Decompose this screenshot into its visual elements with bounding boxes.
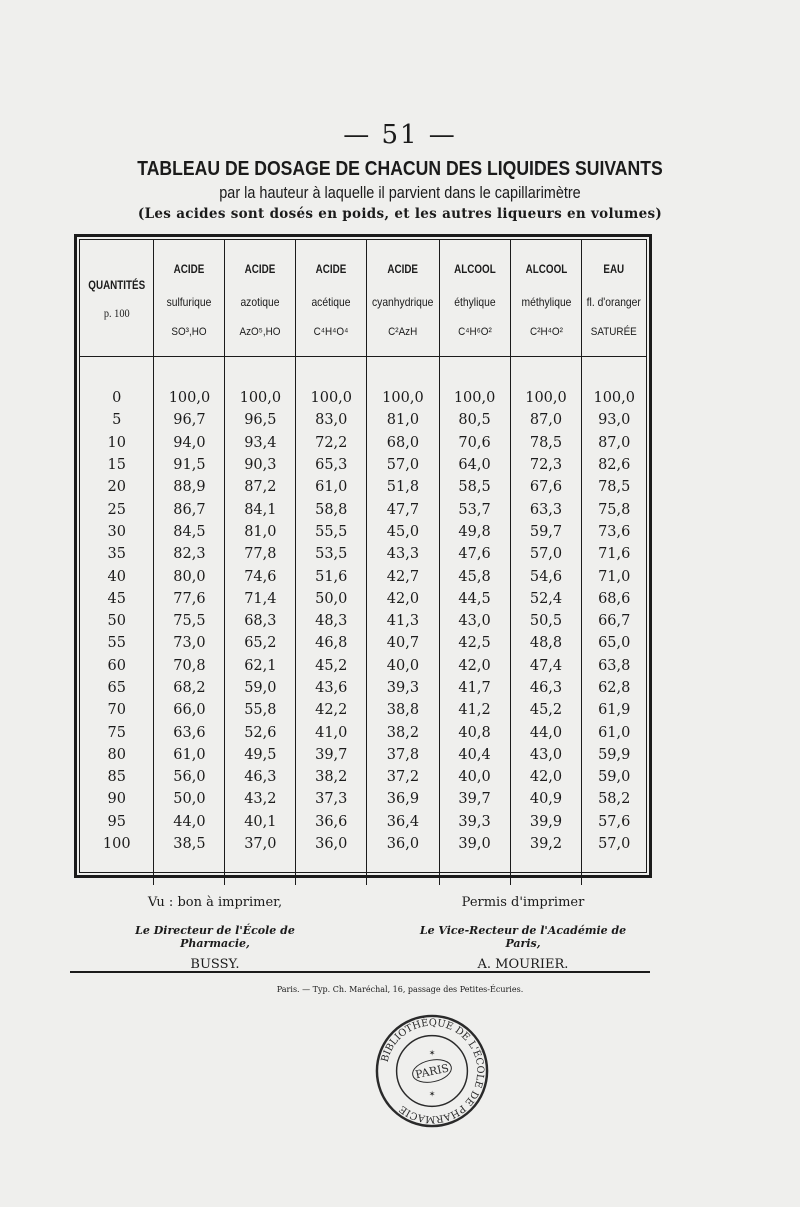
dosage-table-frame <box>74 234 652 878</box>
quantity-cell: 100 <box>102 836 131 853</box>
quantity-cell: 65 <box>107 680 126 696</box>
value-cell: 88,9 <box>154 476 225 498</box>
printer-imprint: Paris. — Typ. Ch. Maréchal, 16, passage des Petites-Écuries. <box>276 985 524 994</box>
value-cell: 36,9 <box>367 788 439 810</box>
value-cell: 61,0 <box>582 721 646 743</box>
quantity-cell: 90 <box>107 791 126 808</box>
quantity-cell: 0 <box>112 390 122 407</box>
value-cell: 45,2 <box>296 655 367 677</box>
quantity-cell: 30 <box>107 523 126 540</box>
header-line: C²H⁴O² <box>529 326 563 338</box>
header-line: fl. d'oranger <box>587 295 642 309</box>
footer-right-line1: Permis d'imprimer <box>461 895 585 910</box>
value-cell: 59,7 <box>510 521 582 543</box>
table-end-row <box>80 855 646 885</box>
spacer-cell <box>510 855 582 885</box>
value-cell: 46,8 <box>296 632 367 654</box>
spacer-cell <box>80 357 154 388</box>
table-row <box>80 721 646 743</box>
value-cell: 62,1 <box>225 655 296 677</box>
table-header-row <box>80 240 646 357</box>
value-cell: 52,6 <box>225 721 296 743</box>
header-line: EAU <box>603 262 625 276</box>
table-row <box>80 766 646 788</box>
spacer-cell <box>582 855 646 885</box>
spacer-cell <box>439 855 510 885</box>
value-cell: 70,6 <box>439 432 510 454</box>
value-cell: 55,5 <box>296 521 367 543</box>
value-cell: 75,8 <box>582 498 646 520</box>
value-cell: 55,8 <box>225 699 296 721</box>
header-line: C²AzH <box>388 326 418 338</box>
header-line: ACIDE <box>315 262 347 276</box>
quantity-cell: 25 <box>107 501 126 518</box>
value-cell: 39,7 <box>296 744 367 766</box>
value-cell: 100,0 <box>225 387 296 409</box>
value-cell: 64,0 <box>439 454 510 476</box>
value-cell: 100,0 <box>510 387 582 409</box>
value-cell: 81,0 <box>367 409 439 431</box>
spacer-cell <box>154 357 225 388</box>
header-line: méthylique <box>521 295 571 309</box>
header-line: azotique <box>240 295 280 309</box>
value-cell: 39,3 <box>439 811 510 833</box>
header-line: AzO⁵,HO <box>239 326 281 338</box>
quantity-cell: 45 <box>107 590 126 607</box>
footer-left-line2: Le Directeur de l'École de Pharmacie, <box>135 924 295 950</box>
value-cell: 37,0 <box>225 833 296 855</box>
table-row <box>80 454 646 476</box>
value-cell: 38,2 <box>367 721 439 743</box>
table-row <box>80 476 646 498</box>
value-cell: 71,0 <box>582 565 646 587</box>
library-stamp <box>373 1012 491 1130</box>
footer-left-signature: BUSSY. <box>190 957 240 972</box>
value-cell: 43,0 <box>510 744 582 766</box>
value-cell: 90,3 <box>225 454 296 476</box>
value-cell: 66,7 <box>582 610 646 632</box>
footer-right-line2: Le Vice-Recteur de l'Académie de Paris, <box>419 924 627 950</box>
value-cell: 46,3 <box>510 677 582 699</box>
value-cell: 68,3 <box>225 610 296 632</box>
stamp-center-text: PARIS <box>414 1061 451 1082</box>
value-cell: 65,0 <box>582 632 646 654</box>
value-cell: 86,7 <box>154 498 225 520</box>
header-line: ALCOOL <box>453 262 496 276</box>
value-cell: 38,5 <box>154 833 225 855</box>
value-cell: 36,4 <box>367 811 439 833</box>
value-cell: 43,2 <box>225 788 296 810</box>
value-cell: 72,2 <box>296 432 367 454</box>
footer-rule <box>70 971 650 973</box>
value-cell: 39,3 <box>367 677 439 699</box>
quantity-cell: 95 <box>107 813 126 830</box>
value-cell: 42,5 <box>439 632 510 654</box>
header-line: SATURÉE <box>591 326 638 338</box>
value-cell: 44,5 <box>439 588 510 610</box>
quantity-cell: 75 <box>107 724 126 741</box>
value-cell: 49,8 <box>439 521 510 543</box>
header-line: cyanhydrique <box>372 295 434 309</box>
value-cell: 96,5 <box>225 409 296 431</box>
value-cell: 62,8 <box>582 677 646 699</box>
value-cell: 48,3 <box>296 610 367 632</box>
value-cell: 91,5 <box>154 454 225 476</box>
value-cell: 78,5 <box>582 476 646 498</box>
value-cell: 61,0 <box>154 744 225 766</box>
spacer-cell <box>510 357 582 388</box>
spacer-cell <box>296 357 367 388</box>
value-cell: 40,0 <box>367 655 439 677</box>
value-cell: 82,3 <box>154 543 225 565</box>
value-cell: 37,3 <box>296 788 367 810</box>
value-cell: 44,0 <box>510 721 582 743</box>
value-cell: 42,2 <box>296 699 367 721</box>
value-cell: 42,0 <box>367 588 439 610</box>
value-cell: 47,6 <box>439 543 510 565</box>
header-line: acétique <box>311 295 351 309</box>
value-cell: 93,0 <box>582 409 646 431</box>
header-line: QUANTITÉS <box>88 278 146 292</box>
value-cell: 51,6 <box>296 565 367 587</box>
table-row <box>80 744 646 766</box>
value-cell: 61,0 <box>296 476 367 498</box>
value-cell: 61,9 <box>582 699 646 721</box>
quantity-cell: 10 <box>107 434 126 451</box>
table-row <box>80 632 646 654</box>
header-column-5 <box>439 240 510 357</box>
value-cell: 71,4 <box>225 588 296 610</box>
value-cell: 100,0 <box>296 387 367 409</box>
header-column-3 <box>296 240 367 357</box>
value-cell: 41,7 <box>439 677 510 699</box>
value-cell: 47,7 <box>367 498 439 520</box>
header-quantities <box>80 240 154 357</box>
value-cell: 39,7 <box>439 788 510 810</box>
value-cell: 36,6 <box>296 811 367 833</box>
value-cell: 94,0 <box>154 432 225 454</box>
value-cell: 72,3 <box>510 454 582 476</box>
value-cell: 67,6 <box>510 476 582 498</box>
value-cell: 74,6 <box>225 565 296 587</box>
quantity-cell: 55 <box>107 635 126 652</box>
header-line: C⁴H⁶O² <box>457 326 492 338</box>
header-line: C⁴H⁴O⁴ <box>313 326 349 338</box>
header-line: éthylique <box>453 295 496 309</box>
table-row <box>80 788 646 810</box>
stamp-star-icon: ✶ <box>428 1048 436 1058</box>
spacer-cell <box>225 357 296 388</box>
value-cell: 44,0 <box>154 811 225 833</box>
value-cell: 39,0 <box>439 833 510 855</box>
value-cell: 83,0 <box>296 409 367 431</box>
value-cell: 65,2 <box>225 632 296 654</box>
table-row <box>80 387 646 409</box>
value-cell: 40,9 <box>510 788 582 810</box>
value-cell: 84,1 <box>225 498 296 520</box>
value-cell: 42,0 <box>510 766 582 788</box>
value-cell: 50,0 <box>154 788 225 810</box>
value-cell: 100,0 <box>582 387 646 409</box>
spacer-cell <box>225 855 296 885</box>
spacer-cell <box>154 855 225 885</box>
table-body <box>80 357 646 886</box>
page-title: TABLEAU DE DOSAGE DE CHACUN DES LIQUIDES SUIVANTS <box>137 158 663 180</box>
value-cell: 40,4 <box>439 744 510 766</box>
value-cell: 78,5 <box>510 432 582 454</box>
table-row <box>80 677 646 699</box>
table-row <box>80 498 646 520</box>
value-cell: 42,0 <box>439 655 510 677</box>
value-cell: 66,0 <box>154 699 225 721</box>
value-cell: 46,3 <box>225 766 296 788</box>
footer-right-signature: A. MOURIER. <box>477 957 569 972</box>
value-cell: 77,6 <box>154 588 225 610</box>
spacer-cell <box>296 855 367 885</box>
quantity-cell: 5 <box>112 412 122 429</box>
table-row <box>80 610 646 632</box>
value-cell: 59,9 <box>582 744 646 766</box>
quantity-cell: 85 <box>107 769 126 786</box>
value-cell: 41,3 <box>367 610 439 632</box>
value-cell: 68,2 <box>154 677 225 699</box>
value-cell: 40,1 <box>225 811 296 833</box>
value-cell: 43,3 <box>367 543 439 565</box>
value-cell: 100,0 <box>154 387 225 409</box>
value-cell: 100,0 <box>439 387 510 409</box>
value-cell: 80,0 <box>154 565 225 587</box>
table-row <box>80 409 646 431</box>
value-cell: 45,8 <box>439 565 510 587</box>
value-cell: 63,6 <box>154 721 225 743</box>
value-cell: 68,0 <box>367 432 439 454</box>
value-cell: 36,0 <box>367 833 439 855</box>
value-cell: 39,9 <box>510 811 582 833</box>
value-cell: 38,2 <box>296 766 367 788</box>
value-cell: 87,2 <box>225 476 296 498</box>
value-cell: 58,2 <box>582 788 646 810</box>
table-spacer-row <box>80 357 646 388</box>
value-cell: 49,5 <box>225 744 296 766</box>
value-cell: 59,0 <box>582 766 646 788</box>
header-line: ACIDE <box>245 262 276 276</box>
value-cell: 47,4 <box>510 655 582 677</box>
table-row <box>80 655 646 677</box>
value-cell: 58,8 <box>296 498 367 520</box>
header-column-7 <box>582 240 646 357</box>
table-row <box>80 833 646 855</box>
value-cell: 41,0 <box>296 721 367 743</box>
page-subtitle: par la hauteur à laquelle il parvient dans le capillarimètre <box>219 183 581 202</box>
value-cell: 75,5 <box>154 610 225 632</box>
quantity-cell: 35 <box>107 546 126 563</box>
value-cell: 36,0 <box>296 833 367 855</box>
value-cell: 73,6 <box>582 521 646 543</box>
quantity-cell: 50 <box>107 613 126 630</box>
value-cell: 59,0 <box>225 677 296 699</box>
value-cell: 57,0 <box>367 454 439 476</box>
table-row <box>80 588 646 610</box>
value-cell: 80,5 <box>439 409 510 431</box>
quantity-cell: 80 <box>107 746 126 763</box>
value-cell: 84,5 <box>154 521 225 543</box>
spacer-cell <box>367 855 439 885</box>
footer-right <box>408 895 638 972</box>
value-cell: 54,6 <box>510 565 582 587</box>
stamp-ring-text: BIBLIOTHÈQUE DE L'ÉCOLE DE PHARMACIE <box>379 1017 486 1125</box>
value-cell: 53,5 <box>296 543 367 565</box>
value-cell: 82,6 <box>582 454 646 476</box>
quantity-cell: 60 <box>107 657 126 674</box>
value-cell: 71,6 <box>582 543 646 565</box>
value-cell: 39,2 <box>510 833 582 855</box>
value-cell: 57,0 <box>510 543 582 565</box>
table-row <box>80 543 646 565</box>
quantity-cell: 40 <box>107 568 126 585</box>
header-line: sulfurique <box>167 295 212 309</box>
value-cell: 37,8 <box>367 744 439 766</box>
value-cell: 50,5 <box>510 610 582 632</box>
value-cell: 56,0 <box>154 766 225 788</box>
spacer-cell <box>439 357 510 388</box>
header-column-2 <box>225 240 296 357</box>
table-row <box>80 432 646 454</box>
value-cell: 73,0 <box>154 632 225 654</box>
value-cell: 65,3 <box>296 454 367 476</box>
value-cell: 77,8 <box>225 543 296 565</box>
measurement-note: (Les acides sont dosés en poids, et les autres liqueurs en volumes) <box>137 206 663 222</box>
table-row <box>80 565 646 587</box>
value-cell: 37,2 <box>367 766 439 788</box>
value-cell: 41,2 <box>439 699 510 721</box>
value-cell: 70,8 <box>154 655 225 677</box>
page-number: — 51 — <box>343 120 457 150</box>
header-column-4 <box>367 240 439 357</box>
header-line: ACIDE <box>387 262 419 276</box>
value-cell: 45,0 <box>367 521 439 543</box>
value-cell: 96,7 <box>154 409 225 431</box>
dosage-table <box>80 240 646 885</box>
value-cell: 48,8 <box>510 632 582 654</box>
header-column-1 <box>154 240 225 357</box>
spacer-cell <box>80 855 154 885</box>
header-line: SO³,HO <box>171 326 208 338</box>
value-cell: 81,0 <box>225 521 296 543</box>
stamp-star-icon: ✶ <box>428 1089 436 1099</box>
value-cell: 63,3 <box>510 498 582 520</box>
value-cell: 43,6 <box>296 677 367 699</box>
value-cell: 63,8 <box>582 655 646 677</box>
quantity-cell: 20 <box>107 479 126 496</box>
footer-left <box>110 895 320 972</box>
value-cell: 50,0 <box>296 588 367 610</box>
table-row <box>80 521 646 543</box>
value-cell: 51,8 <box>367 476 439 498</box>
value-cell: 40,0 <box>439 766 510 788</box>
value-cell: 57,6 <box>582 811 646 833</box>
footer-left-line1: Vu : bon à imprimer, <box>147 895 283 910</box>
quantity-cell: 70 <box>107 702 126 719</box>
value-cell: 38,8 <box>367 699 439 721</box>
header-line: ACIDE <box>174 262 205 276</box>
value-cell: 53,7 <box>439 498 510 520</box>
value-cell: 87,0 <box>510 409 582 431</box>
value-cell: 43,0 <box>439 610 510 632</box>
quantity-cell: 15 <box>107 457 126 474</box>
value-cell: 40,7 <box>367 632 439 654</box>
value-cell: 87,0 <box>582 432 646 454</box>
value-cell: 93,4 <box>225 432 296 454</box>
value-cell: 52,4 <box>510 588 582 610</box>
value-cell: 40,8 <box>439 721 510 743</box>
value-cell: 57,0 <box>582 833 646 855</box>
header-line: ALCOOL <box>525 262 567 276</box>
value-cell: 68,6 <box>582 588 646 610</box>
value-cell: 58,5 <box>439 476 510 498</box>
header-column-6 <box>510 240 582 357</box>
table-row <box>80 811 646 833</box>
spacer-cell <box>582 357 646 388</box>
value-cell: 45,2 <box>510 699 582 721</box>
spacer-cell <box>367 357 439 388</box>
table-row <box>80 699 646 721</box>
value-cell: 100,0 <box>367 387 439 409</box>
header-line: p. 100 <box>103 306 130 320</box>
value-cell: 42,7 <box>367 565 439 587</box>
